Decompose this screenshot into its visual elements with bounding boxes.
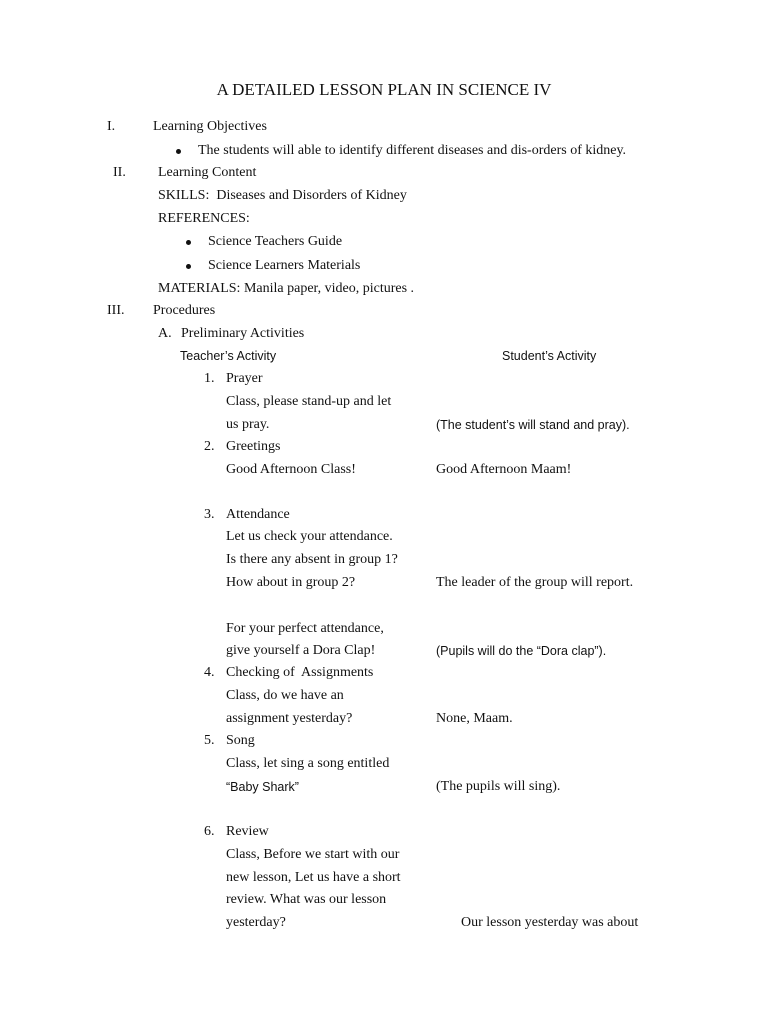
teacher-line: Good Afternoon Class! bbox=[226, 462, 356, 477]
teacher-line: Is there any absent in group 1? bbox=[226, 552, 398, 567]
bullet-icon bbox=[186, 240, 191, 245]
section-heading-content: Learning Content bbox=[158, 165, 257, 180]
teacher-line: Class, do we have an bbox=[226, 688, 344, 703]
teacher-line: assignment yesterday? bbox=[226, 711, 353, 726]
activity-number: 1. bbox=[204, 371, 215, 386]
activity-title: Checking of Assignments bbox=[226, 665, 374, 680]
section-heading-procedures: Procedures bbox=[153, 303, 216, 318]
teacher-line: review. What was our lesson bbox=[226, 892, 387, 907]
student-column-header: Student’s Activity bbox=[502, 349, 597, 363]
student-response: (The pupils will sing). bbox=[436, 779, 561, 794]
materials-line: MATERIALS: Manila paper, video, pictures . bbox=[158, 281, 415, 296]
activity-title: Attendance bbox=[226, 507, 290, 522]
section-numeral-content: II. bbox=[113, 165, 126, 180]
section-numeral-objectives: I. bbox=[107, 119, 116, 134]
teacher-line: “Baby Shark” bbox=[226, 780, 299, 794]
section-numeral-procedures: III. bbox=[107, 303, 125, 318]
activity-title: Greetings bbox=[226, 439, 281, 454]
teacher-line: yesterday? bbox=[226, 915, 286, 930]
teacher-line: give yourself a Dora Clap! bbox=[226, 643, 376, 658]
teacher-line: new lesson, Let us have a short bbox=[226, 870, 401, 885]
activity-title: Prayer bbox=[226, 371, 263, 386]
references-label: REFERENCES: bbox=[158, 211, 250, 226]
student-response: None, Maam. bbox=[436, 711, 513, 726]
activity-number: 3. bbox=[204, 507, 215, 522]
teacher-line: Class, please stand-up and let bbox=[226, 394, 392, 409]
skills-line: SKILLS: Diseases and Disorders of Kidney bbox=[158, 188, 407, 203]
teacher-line: us pray. bbox=[226, 417, 270, 432]
bullet-icon bbox=[186, 264, 191, 269]
activity-number: 2. bbox=[204, 439, 215, 454]
student-response: (Pupils will do the “Dora clap”). bbox=[436, 644, 607, 658]
teacher-column-header: Teacher’s Activity bbox=[180, 349, 277, 363]
document-title: A DETAILED LESSON PLAN IN SCIENCE IV bbox=[216, 80, 552, 99]
teacher-line: Class, let sing a song entitled bbox=[226, 756, 390, 771]
teacher-line: Class, Before we start with our bbox=[226, 847, 400, 862]
teacher-line: How about in group 2? bbox=[226, 575, 356, 590]
activity-number: 5. bbox=[204, 733, 215, 748]
student-response: Our lesson yesterday was about bbox=[461, 915, 639, 930]
objective-item: The students will able to identify different diseases and dis-orders of kidney. bbox=[198, 143, 627, 158]
student-response: Good Afternoon Maam! bbox=[436, 462, 572, 477]
reference-item: Science Teachers Guide bbox=[208, 234, 343, 249]
reference-item: Science Learners Materials bbox=[208, 258, 361, 273]
activity-title: Song bbox=[226, 733, 255, 748]
student-response: The leader of the group will report. bbox=[436, 575, 634, 590]
subsection-letter: A. bbox=[158, 326, 172, 341]
teacher-line: For your perfect attendance, bbox=[226, 621, 384, 636]
student-response: (The student’s will stand and pray). bbox=[436, 418, 630, 432]
activity-number: 6. bbox=[204, 824, 215, 839]
activity-title: Review bbox=[226, 824, 269, 839]
subsection-title: Preliminary Activities bbox=[181, 326, 305, 341]
activity-number: 4. bbox=[204, 665, 215, 680]
teacher-line: Let us check your attendance. bbox=[226, 529, 393, 544]
bullet-icon bbox=[176, 149, 181, 154]
section-heading-objectives: Learning Objectives bbox=[153, 119, 267, 134]
